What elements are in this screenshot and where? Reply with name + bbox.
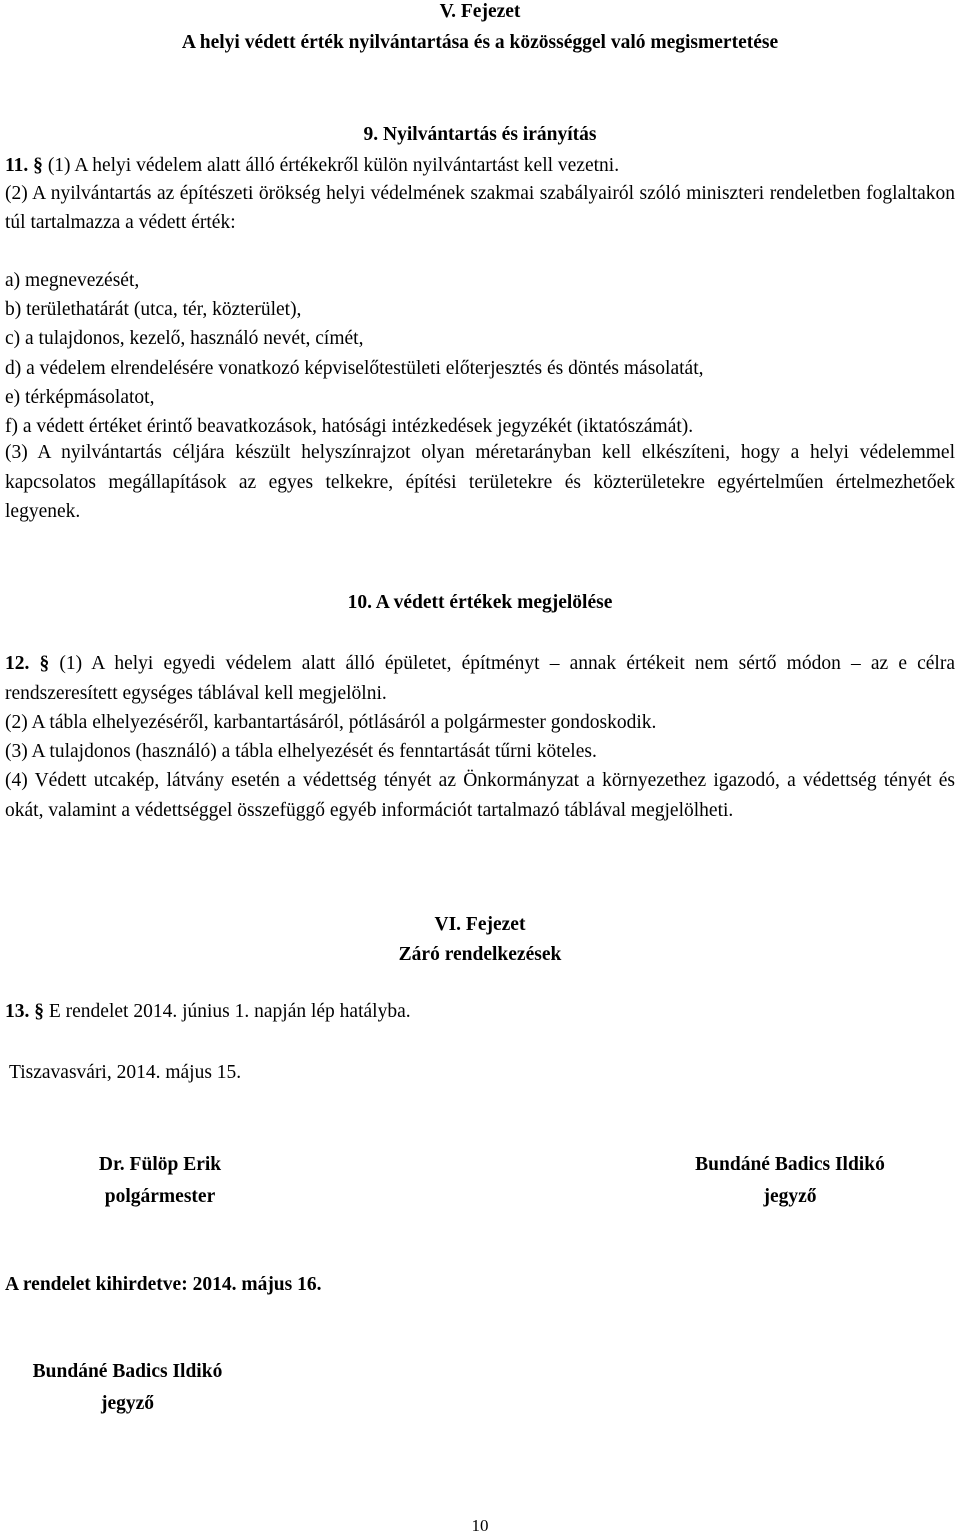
chapter-5-subtitle: A helyi védett érték nyilvántartása és a közösséggel való megismertetése — [181, 32, 779, 53]
list-item: f) a védett értéket érintő beavatkozások, hatósági intézkedések jegyzékét (iktatószámát). — [5, 416, 694, 438]
paragraph-number-13: 13. § — [5, 1001, 44, 1022]
paragraph-13-text: E rendelet 2014. június 1. napján lép hatályba. — [44, 1001, 411, 1022]
promulgation-note: A rendelet kihirdetve: 2014. május 16. — [5, 1274, 322, 1295]
mayor-title: polgármester — [104, 1185, 216, 1207]
paragraph-12-1 — [5, 649, 955, 708]
paragraph-11-3: (3) A nyilvántartás céljára készült helyszínrajzot olyan méretarányban kell elkészíteni, hogy a helyi védelemmel kapcsolatos megállapítások az egyes telkekre, építési területekre és közterületekre egyértelműen értelmezhetőek legyenek. — [5, 442, 955, 522]
section-9-heading: 9. Nyilvántartás és irányítás — [363, 124, 597, 145]
paragraph-11-1 — [5, 151, 955, 181]
list-item: a) megnevezését, — [5, 270, 140, 291]
list-item: d) a védelem elrendelésére vonatkozó képviselőtestületi előterjesztés és döntés másolatát, — [5, 357, 704, 379]
final-notary-signature — [5, 1357, 250, 1418]
list-item: c) a tulajdonos, kezelő, használó nevét, címét, — [5, 328, 364, 350]
list-item: b) területhatárát (utca, tér, közterület), — [5, 299, 302, 321]
paragraph-12-3: (3) A tulajdonos (használó) a tábla elhelyezését és fenntartását tűrni köteles. — [5, 741, 597, 762]
chapter-5-title: V. Fejezet — [439, 1, 521, 22]
final-notary-title: jegyző — [100, 1392, 155, 1414]
mayor-signature — [40, 1150, 280, 1211]
paragraph-12-4: (4) Védett utcakép, látvány esetén a védettség tényét az Önkormányzat a környezethez igazodó, a védettség tényét és okát, valamint a védettséggel összefüggő egyéb információt tartalmazó táblával megjelölheti. — [5, 770, 955, 821]
paragraph-11-1-text: (1) A helyi védelem alatt álló értékekről külön nyilvántartást kell vezetni. — [42, 155, 620, 176]
notary-name: Bundáné Badics Ildikó — [695, 1154, 885, 1175]
paragraph-11-2: (2) A nyilvántartás az építészeti örökség helyi védelmének szakmai szabályairól szóló miniszteri rendeletben foglaltakon túl tartalmazza a védett érték: — [5, 183, 955, 233]
page-number: 10 — [471, 1516, 489, 1535]
paragraph-number-11: 11. § — [5, 155, 43, 176]
paragraph-number-12: 12. § — [5, 653, 50, 674]
notary-title: jegyző — [763, 1185, 817, 1207]
notary-signature — [640, 1150, 940, 1211]
chapter-6-title: VI. Fejezet — [434, 914, 526, 935]
place-and-date: Tiszavasvári, 2014. május 15. — [9, 1062, 242, 1083]
chapter-6-subtitle: Záró rendelkezések — [398, 944, 562, 965]
list-item: e) térképmásolatot, — [5, 386, 155, 408]
section-10-heading: 10. A védett értékek megjelölése — [347, 592, 613, 613]
mayor-name: Dr. Fülöp Erik — [98, 1154, 222, 1175]
paragraph-12-1-text: (1) A helyi egyedi védelem alatt álló épületet, építményt – annak értékeit nem sértő módon – az e célra rendszeresített egységes táblával kell megjelölni. — [5, 653, 955, 704]
paragraph-12-2: (2) A tábla elhelyezéséről, karbantartásáról, pótlásáról a polgármester gondoskodik. — [5, 712, 657, 733]
paragraph-13 — [5, 997, 955, 1027]
register-item-list — [5, 266, 955, 441]
final-notary-name: Bundáné Badics Ildikó — [32, 1361, 223, 1382]
